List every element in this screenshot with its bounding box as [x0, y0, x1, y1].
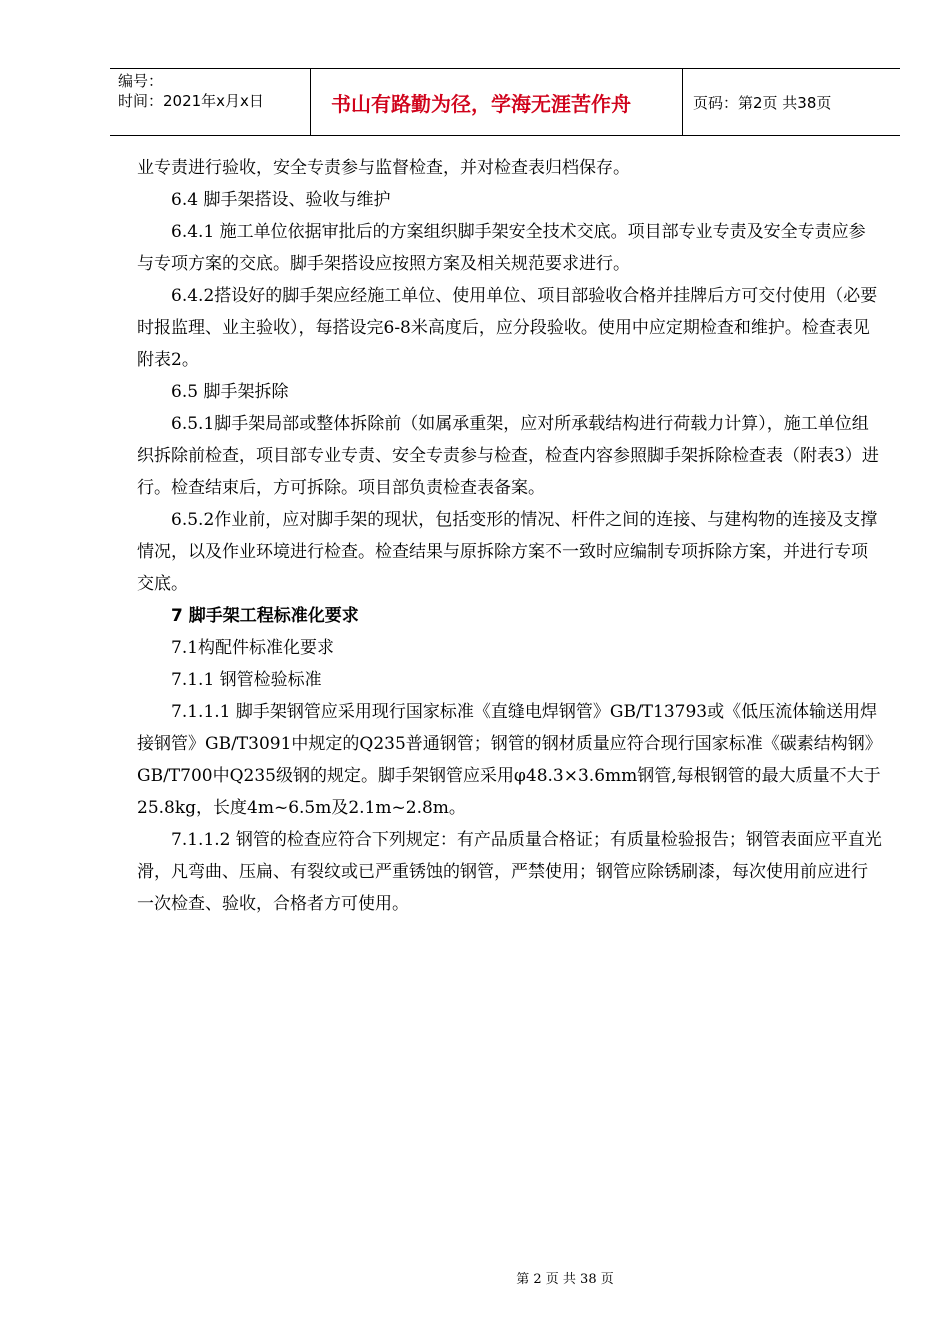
section-heading: 7.1构配件标准化要求 [171, 638, 335, 658]
page-header [110, 68, 900, 136]
paragraph: 6.5.2作业前，应对脚手架的现状，包括变形的情况、杆件之间的连接、与建构物的连接及支撑情况，以及作业环境进行检查。检查结果与原拆除方案不一致时应编制专项拆除方案，并进行专项交底。 [137, 510, 878, 594]
header-meta [110, 69, 311, 135]
paragraph: 7.1.1.1 脚手架钢管应采用现行国家标准《直缝电焊钢管》GB/T13793或《低压流体输送用焊接钢管》GB/T3091中规定的Q235普通钢管；钢管的钢材质量应符合现行国家标准《碳素结构钢》GB/T700中Q235级钢的规定。脚手架钢管应采用φ48.3×3.6mm钢管,每根钢管的最大质量不大于25.8kg，长度4m~6.5m及2.1m~2.8m。 [137, 702, 882, 818]
document-body [137, 152, 882, 920]
document-number: 编号： [118, 72, 164, 90]
section-heading: 6.4 脚手架搭设、验收与维护 [171, 190, 391, 210]
section-heading: 6.5 脚手架拆除 [171, 382, 289, 402]
paragraph: 6.5.1脚手架局部或整体拆除前（如属承重架，应对所承载结构进行荷载力计算），施工单位组织拆除前检查，项目部专业专责、安全专责参与检查，检查内容参照脚手架拆除检查表（附表3）进行。检查结束后，方可拆除。项目部负责检查表备案。 [137, 414, 879, 498]
paragraph: 业专责进行验收，安全专责参与监督检查，并对检查表归档保存。 [137, 158, 630, 178]
page-footer: 第 2 页 共 38 页 [516, 1272, 614, 1287]
header-motto: 书山有路勤为径，学海无涯苦作舟 [311, 69, 683, 135]
section-heading: 7.1.1 钢管检验标准 [171, 670, 322, 690]
header-page-info: 页码：第2页 共38页 [693, 93, 832, 112]
paragraph: 6.4.2搭设好的脚手架应经施工单位、使用单位、项目部验收合格并挂牌后方可交付使用（必要时报监理、业主验收），每搭设完6-8米高度后，应分段验收。使用中应定期检查和维护。检查表见附表2。 [137, 286, 878, 370]
document-time: 时间：2021年x月x日 [118, 92, 264, 110]
chapter-heading: 7 脚手架工程标准化要求 [171, 606, 359, 626]
paragraph: 6.4.1 施工单位依据审批后的方案组织脚手架安全技术交底。项目部专业专责及安全专责应参与专项方案的交底。脚手架搭设应按照方案及相关规范要求进行。 [137, 222, 866, 274]
paragraph: 7.1.1.2 钢管的检查应符合下列规定：有产品质量合格证；有质量检验报告；钢管表面应平直光滑，凡弯曲、压扁、有裂纹或已严重锈蚀的钢管，严禁使用；钢管应除锈刷漆，每次使用前应进行一次检查、验收，合格者方可使用。 [137, 830, 882, 914]
